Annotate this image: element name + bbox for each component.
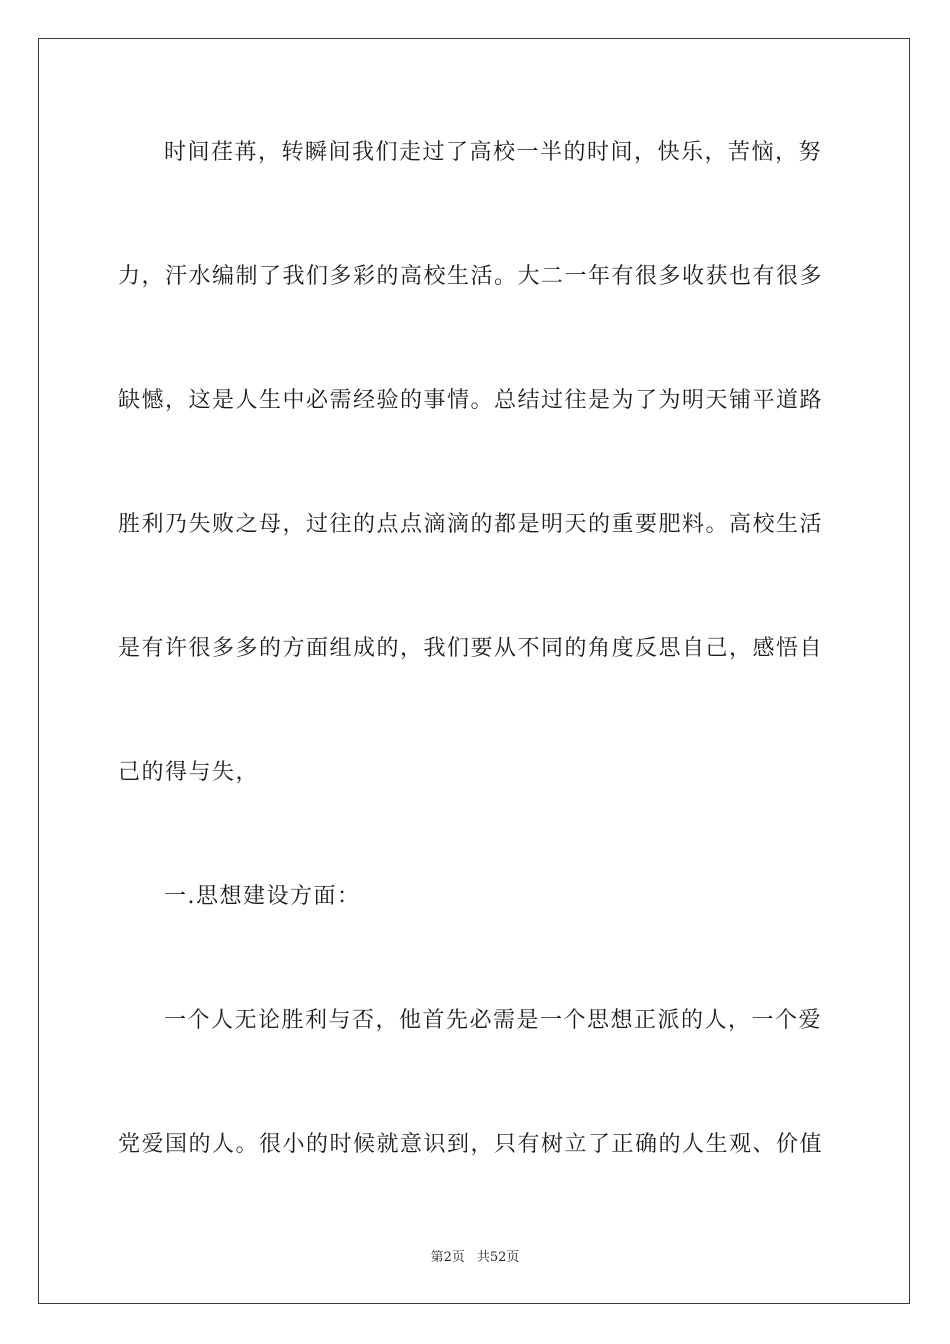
section-heading: 一.思想建设方面： bbox=[164, 884, 361, 909]
page-number: 第2页 bbox=[430, 1250, 465, 1265]
paragraph-line: 党爱国的人。很小的时候就意识到，只有树立了正确的人生观、价值 bbox=[118, 1132, 824, 1157]
paragraph-line: 缺憾，这是人生中必需经验的事情。总结过往是为了为明天铺平道路 bbox=[118, 388, 824, 413]
paragraph-line: 力，汗水编制了我们多彩的高校生活。大二一年有很多收获也有很多 bbox=[118, 264, 824, 289]
paragraph-line: 时间荏苒，转瞬间我们走过了高校一半的时间，快乐，苦恼，努 bbox=[164, 140, 823, 165]
paragraph-line: 是有许很多多的方面组成的，我们要从不同的角度反思自己，感悟自 bbox=[118, 636, 824, 661]
paragraph-line: 胜利乃失败之母，过往的点点滴滴的都是明天的重要肥料。高校生活 bbox=[118, 512, 824, 537]
paragraph-line: 己的得与失， bbox=[118, 760, 260, 785]
page-total: 共52页 bbox=[476, 1250, 520, 1265]
page-footer bbox=[0, 1246, 950, 1265]
paragraph-line: 一个人无论胜利与否，他首先必需是一个思想正派的人，一个爱 bbox=[164, 1008, 823, 1033]
page-border bbox=[38, 38, 910, 1304]
